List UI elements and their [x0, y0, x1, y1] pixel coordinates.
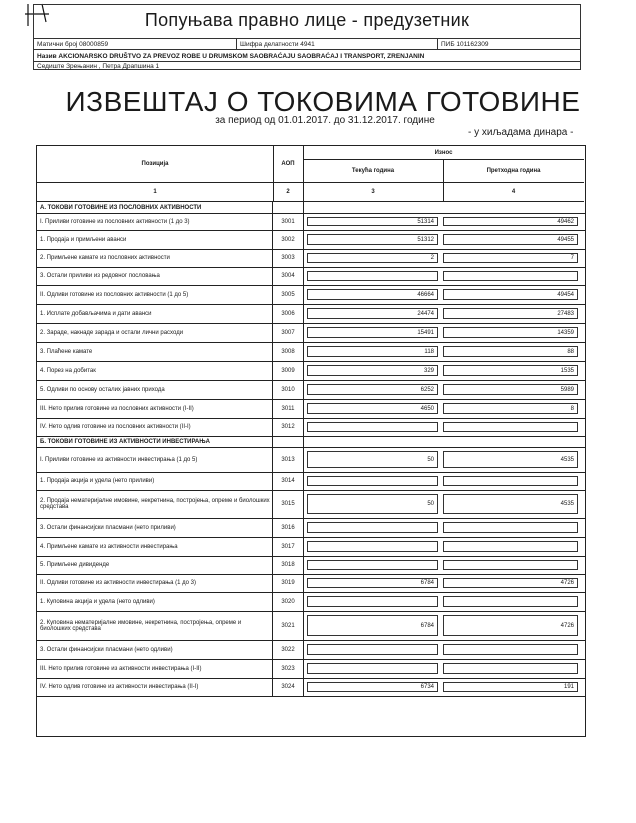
row-aop: 3024	[273, 678, 304, 696]
row-aop: 3008	[273, 342, 304, 361]
header-col4: 4	[443, 182, 584, 202]
current-year-value	[307, 541, 438, 552]
table-row	[37, 678, 585, 697]
previous-year-value	[443, 522, 578, 533]
row-aop: 3009	[273, 361, 304, 380]
row-label: 3. Остали приливи из редовног пословања	[37, 267, 273, 285]
table-row	[37, 537, 585, 557]
previous-year-value	[443, 644, 578, 655]
row-aop: 3011	[273, 399, 304, 418]
header-col3: 3	[303, 182, 444, 202]
company-seat: Седиште Зрењанин , Петра Драпшина 1	[37, 62, 160, 70]
row-label: 2. Продаја нематеријалне имовине, некретнина, постројења, опреме и биолошких средстава	[37, 490, 273, 518]
row-label: А. ТОКОВИ ГОТОВИНЕ ИЗ ПОСЛОВНИХ АКТИВНОСТИ	[37, 202, 273, 213]
previous-year-value	[443, 422, 578, 432]
table-row	[37, 640, 585, 660]
row-aop: 3005	[273, 285, 304, 304]
row-label: 3. Остали финансијски пласмани (нето приливи)	[37, 518, 273, 537]
row-aop: 3001	[273, 213, 304, 230]
row-label: 2. Зараде, накнаде зарада и остали лични расходи	[37, 323, 273, 342]
form-title: Попуњава правно лице - предузетник	[144, 10, 470, 30]
row-label: 5. Одливи по основу осталих јавних прихода	[37, 380, 273, 399]
previous-year-value: 4535	[443, 451, 578, 468]
current-year-value: 6784	[307, 578, 438, 588]
header-position: Позиција	[37, 146, 274, 183]
row-label: 2. Куповина нематеријалне имовине, некретнина, постројења, опреме и биолошких средстава	[37, 611, 273, 640]
row-aop: 3003	[273, 249, 304, 267]
previous-year-value: 1535	[443, 365, 578, 376]
row-label: 4. Примљене камате из активности инвестирања	[37, 537, 273, 556]
table-row	[37, 418, 585, 437]
report-period: за период од 01.01.2017. до 31.12.2017. године	[215, 115, 435, 126]
table-row	[37, 399, 585, 419]
row-label: 1. Продаја акција и удела (нето приливи)	[37, 472, 273, 490]
previous-year-value: 191	[443, 682, 578, 692]
header-previous-year: Претходна година	[443, 159, 584, 183]
row-label: II. Одливи готовине из активности инвестирања (1 до 3)	[37, 574, 273, 592]
row-label: I. Приливи готовине из пословних активности (1 до 3)	[37, 213, 273, 230]
current-year-value	[307, 644, 438, 655]
row-aop: 3016	[273, 518, 304, 537]
current-year-value: 6784	[307, 615, 438, 636]
row-label: II. Одливи готовине из пословних активности (1 до 5)	[37, 285, 273, 304]
table-row	[37, 267, 585, 286]
previous-year-value	[443, 663, 578, 674]
report-title: ИЗВЕШТАЈ О ТОКОВИМА ГОТОВИНЕ	[65, 86, 581, 117]
row-label: IV. Нето одлив готовине из пословних активности (II-I)	[37, 418, 273, 436]
table-row	[37, 592, 585, 612]
previous-year-value	[443, 541, 578, 552]
current-year-value: 50	[307, 494, 438, 514]
registration-number: Матични број 08000859	[37, 41, 109, 48]
row-aop: 3006	[273, 304, 304, 323]
row-label: 4. Порез на добитак	[37, 361, 273, 380]
row-aop: 3014	[273, 472, 304, 490]
table-row	[37, 472, 585, 491]
table-row	[37, 342, 585, 362]
row-aop	[273, 202, 304, 213]
row-label: 3. Плаћене камате	[37, 342, 273, 361]
row-aop: 3002	[273, 230, 304, 249]
table-row	[37, 249, 585, 268]
table-row	[37, 230, 585, 250]
table-row	[37, 659, 585, 679]
previous-year-value: 4535	[443, 494, 578, 514]
current-year-value: 6734	[307, 682, 438, 692]
header-aop: АОП	[273, 146, 304, 183]
activity-code: Шифра делатности 4941	[240, 41, 315, 48]
previous-year-value	[443, 560, 578, 570]
current-year-value: 46664	[307, 289, 438, 300]
row-label: 2. Примљене камате из пословних активности	[37, 249, 273, 267]
current-year-value	[307, 560, 438, 570]
row-aop	[273, 436, 304, 447]
tax-id: ПИБ 101162309	[441, 41, 489, 48]
current-year-value: 2	[307, 253, 438, 263]
previous-year-value: 5989	[443, 384, 578, 395]
previous-year-value: 4726	[443, 578, 578, 588]
row-aop: 3022	[273, 640, 304, 659]
previous-year-value: 14359	[443, 327, 578, 338]
header-col1: 1	[37, 182, 274, 202]
current-year-value	[307, 476, 438, 486]
row-label: I. Приливи готовине из активности инвестирања (1 до 5)	[37, 447, 273, 472]
current-year-value: 24474	[307, 308, 438, 319]
report-units: - у хиљадама динара -	[468, 127, 574, 138]
row-aop: 3010	[273, 380, 304, 399]
current-year-value	[307, 596, 438, 607]
row-label: Б. ТОКОВИ ГОТОВИНЕ ИЗ АКТИВНОСТИ ИНВЕСТИРАЊА	[37, 436, 273, 447]
row-aop: 3023	[273, 659, 304, 678]
row-aop: 3015	[273, 490, 304, 518]
row-aop: 3017	[273, 537, 304, 556]
previous-year-value	[443, 476, 578, 486]
seat-row	[34, 61, 580, 70]
company-name: Назив AKCIONARSKO DRUŠTVO ZA PREVOZ ROBE U DRUMSKOM SAOBRAĆAJU SAOBRAĆAJ I TRANSPORT, ZRENJANIN	[37, 52, 425, 60]
previous-year-value	[443, 596, 578, 607]
row-label: 1. Куповина акција и удела (нето одливи)	[37, 592, 273, 611]
previous-year-value: 7	[443, 253, 578, 263]
previous-year-value: 49455	[443, 234, 578, 245]
row-aop: 3004	[273, 267, 304, 285]
cash-flow-table	[36, 145, 586, 737]
current-year-value: 6252	[307, 384, 438, 395]
current-year-value: 51314	[307, 217, 438, 226]
row-aop: 3019	[273, 574, 304, 592]
current-year-value	[307, 522, 438, 533]
row-aop: 3018	[273, 556, 304, 574]
current-year-value: 51312	[307, 234, 438, 245]
table-row	[37, 611, 585, 641]
table-row	[37, 380, 585, 400]
row-aop: 3021	[273, 611, 304, 640]
table-row	[37, 518, 585, 538]
current-year-value	[307, 663, 438, 674]
previous-year-value	[443, 271, 578, 281]
current-year-value: 329	[307, 365, 438, 376]
row-aop: 3013	[273, 447, 304, 472]
row-label: IV. Нето одлив готовине из активности инвестирања (II-I)	[37, 678, 273, 696]
row-label: III. Нето прилив готовине из активности инвестирања (I-II)	[37, 659, 273, 678]
current-year-value	[307, 422, 438, 432]
table-row	[37, 490, 585, 519]
row-aop: 3012	[273, 418, 304, 436]
table-row	[37, 323, 585, 343]
table-row	[37, 361, 585, 381]
table-row	[37, 304, 585, 324]
previous-year-value: 49462	[443, 217, 578, 226]
header-col2: 2	[273, 182, 304, 202]
table-row	[37, 285, 585, 305]
current-year-value: 15491	[307, 327, 438, 338]
table-row	[37, 556, 585, 575]
table-row	[37, 213, 585, 231]
header-amount: Износ	[303, 146, 584, 160]
previous-year-value: 8	[443, 403, 578, 414]
row-aop: 3007	[273, 323, 304, 342]
table-row	[37, 574, 585, 593]
previous-year-value: 88	[443, 346, 578, 357]
previous-year-value: 4726	[443, 615, 578, 636]
header-current-year: Текућа година	[303, 159, 444, 183]
previous-year-value: 27483	[443, 308, 578, 319]
row-aop: 3020	[273, 592, 304, 611]
current-year-value: 4650	[307, 403, 438, 414]
row-label: 1. Продаја и примљени аванси	[37, 230, 273, 249]
form-header	[33, 4, 581, 70]
current-year-value: 118	[307, 346, 438, 357]
row-label: III. Нето прилив готовине из пословних активности (I-II)	[37, 399, 273, 418]
row-label: 3. Остали финансијски пласмани (нето одливи)	[37, 640, 273, 659]
previous-year-value: 49454	[443, 289, 578, 300]
current-year-value	[307, 271, 438, 281]
table-row	[37, 447, 585, 473]
row-label: 5. Примљене дивиденде	[37, 556, 273, 574]
current-year-value: 50	[307, 451, 438, 468]
row-label: 1. Исплате добављачима и дати аванси	[37, 304, 273, 323]
